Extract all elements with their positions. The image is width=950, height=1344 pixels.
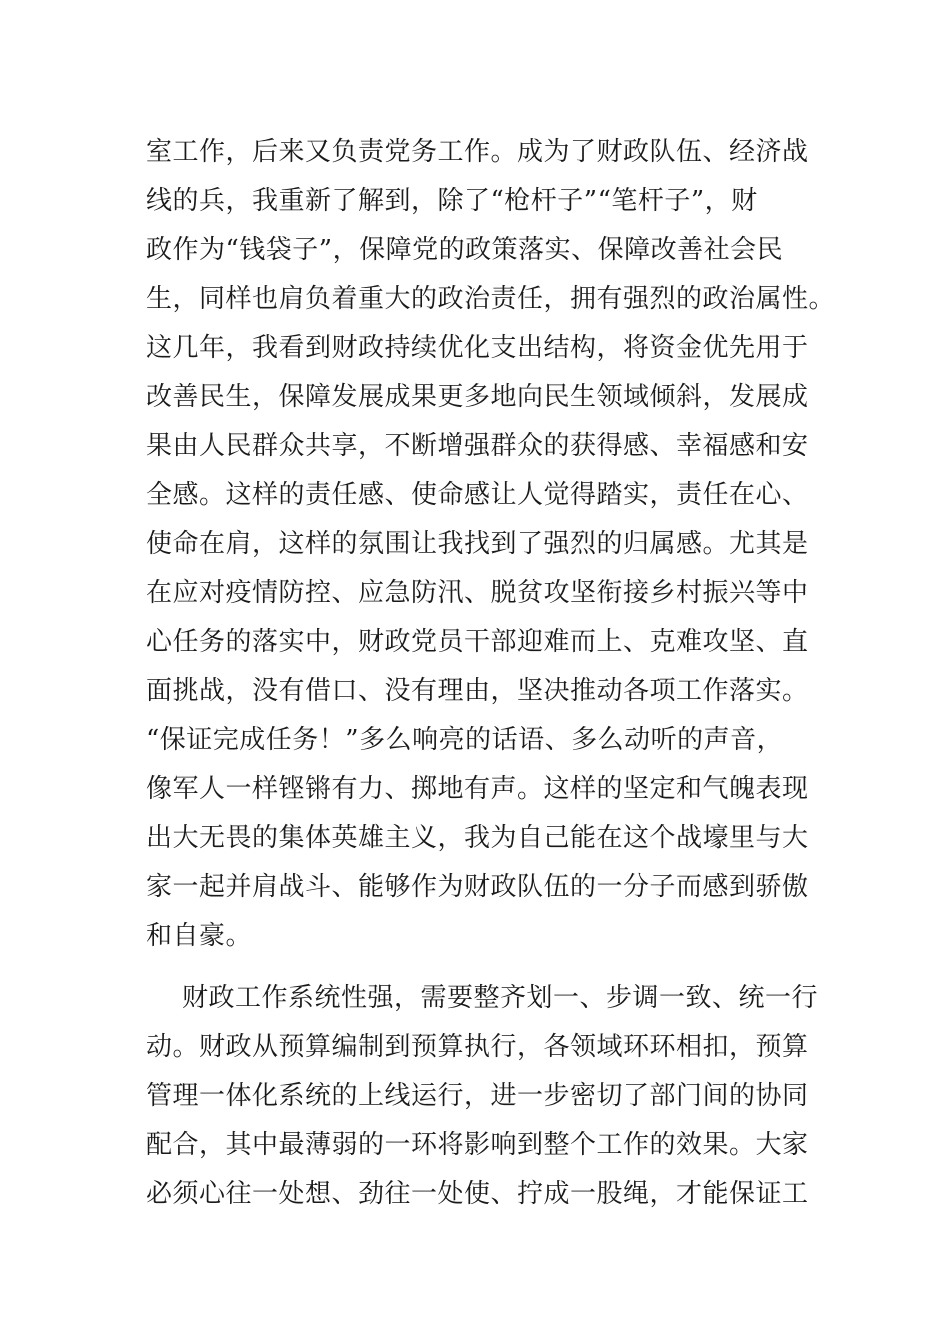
text-line: 这几年，我看到财政持续优化支出结构，将资金优先用于 (146, 333, 809, 363)
text-line: 配合，其中最薄弱的一环将影响到整个工作的效果。大家 (146, 1130, 809, 1160)
text-line: 财政工作系统性强，需要整齐划一、步调一致、统一行 (182, 983, 819, 1013)
text-line: 动。财政从预算编制到预算执行，各领域环环相扣，预算 (146, 1032, 809, 1062)
text-line: 家一起并肩战斗、能够作为财政队伍的一分子而感到骄傲 (146, 872, 809, 902)
text-line: “保证完成任务！”多么响亮的话语、多么动听的声音， (146, 725, 784, 755)
text-line: 改善民生，保障发展成果更多地向民生领域倾斜，发展成 (146, 382, 809, 412)
text-line: 全感。这样的责任感、使命感让人觉得踏实，责任在心、 (146, 480, 809, 510)
text-line: 室工作，后来又负责党务工作。成为了财政队伍、经济战 (146, 137, 809, 167)
text-line: 使命在肩，这样的氛围让我找到了强烈的归属感。尤其是 (146, 529, 809, 559)
text-line: 出大无畏的集体英雄主义，我为自己能在这个战壕里与大 (146, 823, 809, 853)
text-line: 心任务的落实中，财政党员干部迎难而上、克难攻坚、直 (146, 627, 809, 657)
text-line: 线的兵，我重新了解到，除了“枪杆子”“笔杆子”，财 (146, 186, 758, 216)
text-line: 生，同样也肩负着重大的政治责任，拥有强烈的政治属性。 (146, 284, 836, 314)
text-line: 政作为“钱袋子”，保障党的政策落实、保障改善社会民 (146, 235, 784, 265)
text-line: 果由人民群众共享，不断增强群众的获得感、幸福感和安 (146, 431, 809, 461)
text-line: 和自豪。 (146, 921, 253, 951)
text-line: 必须心往一处想、劲往一处使、拧成一股绳，才能保证工 (146, 1179, 809, 1209)
text-line: 像军人一样铿锵有力、掷地有声。这样的坚定和气魄表现 (146, 774, 809, 804)
text-line: 在应对疫情防控、应急防汛、脱贫攻坚衔接乡村振兴等中 (146, 578, 809, 608)
text-line: 面挑战，没有借口、没有理由，坚决推动各项工作落实。 (146, 676, 809, 706)
text-line: 管理一体化系统的上线运行，进一步密切了部门间的协同 (146, 1081, 809, 1111)
